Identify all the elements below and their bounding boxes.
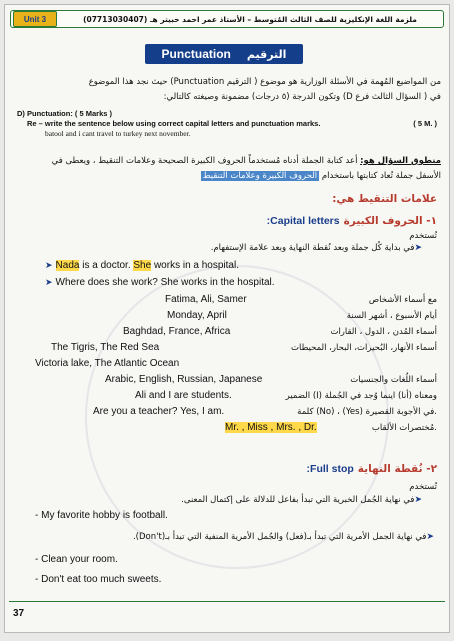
capital-rule-1-text: في بداية كُل جملة وبعد نُقطة النهاية وبعد علامة الإستفهام. (210, 243, 415, 253)
bullet-icon: ➤ (414, 243, 422, 253)
capital-item-row (45, 310, 437, 321)
capital-item-ar: مُختصرات الألقاب. (371, 423, 437, 433)
intro-line-1: من المواضيع المُهمة في الأسئلة الوزارية هو موضوع ( الترقيم Punctuation) حيث نجد هذا الموضوع (88, 77, 441, 87)
capital-rule-1 (211, 243, 425, 253)
section-capital-letters-heading (267, 215, 437, 227)
capital-item-row (45, 294, 437, 305)
question-explanation (13, 154, 441, 184)
fullstop-rule-1-text: في نهاية الجُمل الخبرية التي تبدأ بفاعل للدلالة على إكتمال المعنى. (181, 495, 415, 505)
capital-item-en: Are you a teacher? Yes, I am. (93, 406, 225, 417)
header-title: ملزمة اللغة الإنكليزية للصف الثالث المُتوسط – الأستاذ عمر احمد حبيتر هـ (07713030407) (83, 14, 417, 24)
fullstop-rule-2 (133, 532, 437, 542)
example-1-part-b: is a doctor. (79, 260, 134, 271)
explanation-prefix: منطوق السؤال هو: (360, 156, 441, 166)
title-english: Punctuation (161, 47, 231, 61)
capital-item-ar: كلمة (No) ، (Yes) في الأجوبة القصيرة. (297, 407, 437, 417)
capital-example-1 (45, 260, 239, 271)
capital-item-row (45, 422, 437, 433)
fullstop-heading-en: :Full stop (306, 463, 354, 475)
capital-example-2 (45, 277, 275, 288)
question-instruction-row (27, 119, 437, 128)
capital-item-en: Arabic, English, Russian, Japanese (105, 374, 263, 385)
example-1-part-d: works in a hospital. (151, 260, 239, 271)
fullstop-used-label: تُستخدم (409, 482, 437, 492)
worksheet-page (4, 4, 450, 633)
capital-item-ar: أسماء الأنهار، البُحيرات، البحار، المحيطات (290, 343, 437, 353)
fullstop-rule-2-text: في نهاية الجمل الأمرية التي تبدأ بـ(فعل) والجُمل الأمرية المنفية التي تبدأ بـ(Don't). (132, 532, 427, 542)
capital-item-en: Mr. , Miss , Mrs. , Dr. (225, 422, 317, 433)
capital-item-ar: أسماء اللُغات والجنسيات (350, 375, 437, 385)
fullstop-example-3-text: Don't eat too much sweets. (41, 574, 162, 585)
capital-item-en: The Tigris, The Red Sea (51, 342, 160, 353)
fullstop-example-1-text: My favorite hobby is football. (41, 510, 168, 521)
capital-item-en: Fatima, Ali, Samer (165, 294, 247, 305)
capital-item-row (45, 406, 437, 417)
title-arabic: الترقيم (246, 47, 287, 61)
example-1-part-c: She (133, 260, 152, 271)
capital-item-row (45, 342, 437, 353)
section-full-stop-heading (307, 463, 437, 475)
section-punctuation-marks: علامات التنقيط هي: (332, 193, 437, 205)
bottom-divider (9, 601, 445, 602)
capital-item-en: Victoria lake, The Atlantic Ocean (35, 358, 180, 369)
capital-item-ar: الضمير (I) ومعناه (أنا) اينما وُجد في الجُملة (285, 391, 437, 401)
capital-item-en: Baghdad, France, Africa (123, 326, 231, 337)
unit-badge: Unit 3 (13, 11, 57, 27)
page-number: 37 (13, 608, 25, 619)
question-label: D) Punctuation: ( 5 Marks ) (17, 109, 113, 118)
capital-item-row (35, 358, 437, 369)
explanation-line-1: أعد كتابة الجملة أدناه مُستخدماً الحروف الكبيرة الصحيحة وعلامات التنقيط ، ويعطى في (51, 156, 358, 166)
bullet-icon: ➤ (45, 277, 53, 287)
fullstop-rule-1 (181, 495, 425, 505)
page-header (10, 10, 444, 28)
question-marks: ( 5 M. ) (413, 119, 437, 128)
explanation-highlight: الحروف الكبيرة وعلامات التنقيط (202, 171, 318, 181)
fullstop-example-3: - Don't eat too much sweets. (35, 574, 162, 585)
intro-paragraph (13, 75, 441, 105)
title-banner (145, 44, 303, 64)
capital-item-row (45, 326, 437, 337)
bullet-icon: ➤ (45, 260, 53, 270)
question-sentence: batool and i cant travel to turkey next november. (45, 129, 191, 138)
example-2-text: Where does she work? She works in the hospital. (55, 277, 275, 288)
capital-item-en: Ali and I are students. (135, 390, 232, 401)
capital-item-en: Monday, April (167, 310, 227, 321)
capital-heading-ar: ١- الحروف الكبيرة (343, 215, 437, 227)
explanation-line-2: الأسفل جملة تُعاد كتابتها باستخدام (321, 171, 441, 181)
capital-item-row (45, 374, 437, 385)
capital-heading-en: :Capital letters (266, 215, 340, 227)
question-instruction: Re – write the sentence below using correct capital letters and punctuation marks. (27, 119, 321, 128)
capital-item-ar: أيام الأسبوع ، أشهر السنة (346, 311, 437, 321)
bullet-icon: ➤ (414, 495, 422, 505)
fullstop-heading-ar: ٢- نُقطة النهاية (357, 463, 437, 475)
capital-item-row (45, 390, 437, 401)
capital-item-ar: مع أسماء الأشخاص (368, 295, 437, 305)
capital-used-label: تُستخدم (409, 231, 437, 241)
capital-item-ar: أسماء المُدن ، الدول ، القارات (330, 327, 437, 337)
fullstop-example-2: - Clean your room. (35, 554, 118, 565)
fullstop-example-2-text: Clean your room. (41, 554, 118, 565)
example-1-part-a: Nada (55, 260, 80, 271)
bullet-icon: ➤ (426, 532, 434, 542)
intro-line-2: في ( السؤال الثالث فرع D) وتكون الدرجة (٥ درجات) مضمونة وصيغته كالتالي: (163, 92, 441, 102)
fullstop-example-1: - My favorite hobby is football. (35, 510, 168, 521)
